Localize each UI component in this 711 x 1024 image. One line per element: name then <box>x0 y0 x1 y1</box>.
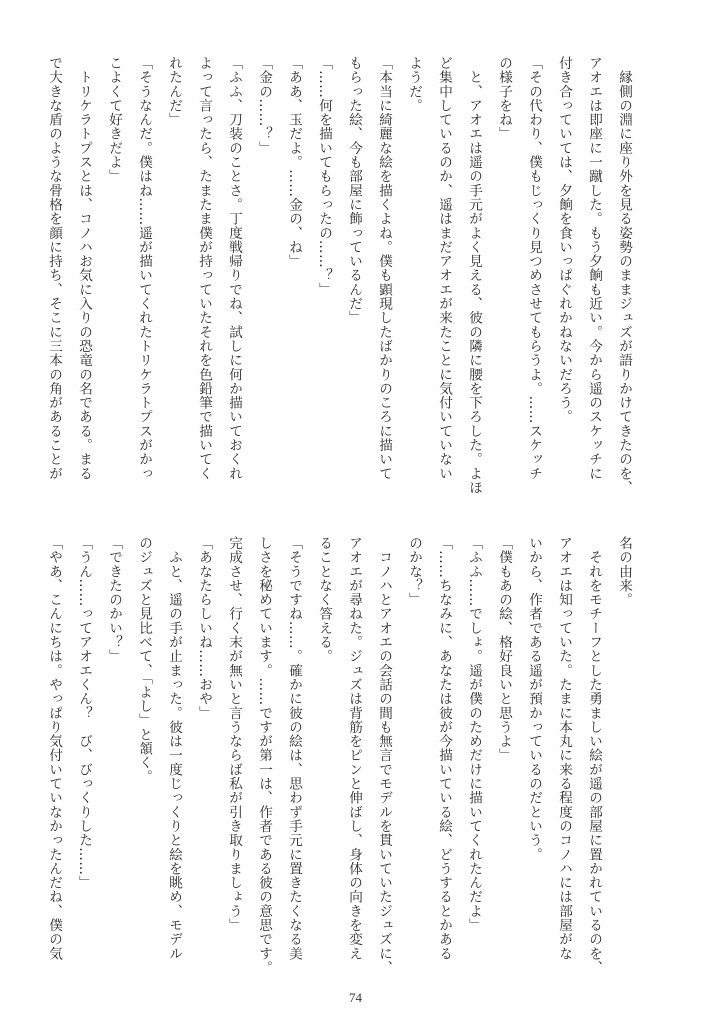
text-line: 「金の……？」 <box>256 56 272 156</box>
text-line: と、アオエは遥の手元がよく見える、彼の隣に腰を下ろした。よほ <box>466 56 482 495</box>
page-number: 74 <box>349 990 362 1005</box>
text-line: ることなく答える。 <box>316 536 332 664</box>
text-line: こよくて好きだよ」 <box>106 56 122 184</box>
text-line: 完成させ、行く末が無いと言うならば私が引き取りましょう」 <box>226 536 242 933</box>
text-line: もらった絵、今も部屋に飾っているんだ」 <box>346 56 362 325</box>
text-line: 「うん……ってアオエくん？ び、びっくりした……」 <box>76 536 92 890</box>
text-line: 「そうなんだ。僕はね……遥が描いてくれたトリケラトプスがかっ <box>136 56 152 481</box>
upper-text-block <box>46 56 639 495</box>
text-line: のジュズと見比べて、「よし」と頷く。 <box>136 536 152 784</box>
text-line: 付き合っていては、夕餉を食いっぱぐれかねないだろう。 <box>556 56 572 424</box>
text-line: しさを秘めています。……ですが第一は、作者である彼の意思です。 <box>256 536 272 975</box>
text-line: 「僕もあの絵、格好良いと思うよ」 <box>496 536 512 763</box>
text-line: ど集中しているのか、遥はまだアオエが来たことに気付いていない <box>436 56 452 481</box>
text-line: 名の由来。 <box>616 536 632 607</box>
text-line: 「……何を描いてもらったの……？」 <box>316 56 332 297</box>
text-line: 「できたのかい？」 <box>106 536 122 664</box>
lower-text-block <box>46 536 639 975</box>
text-line: 「あなたらしいね……おや」 <box>196 536 212 720</box>
text-line: ふと、遥の手が止まった。彼は一度じっくりと絵を眺め、モデル <box>166 536 182 961</box>
text-line: 「そうですね……。確かに彼の絵は、思わず手元に置きたくなる美 <box>286 536 302 961</box>
text-line: アオエは即座に一蹴した。もう夕餉も近い。今から遥のスケッチに <box>586 56 602 481</box>
text-line: よって言ったら、たまたま僕が持っていたそれを色鉛筆で描いてく <box>196 56 212 481</box>
text-line: コノハとアオエの会話の間も無言でモデルを貫いていたジュズに、 <box>376 536 392 975</box>
text-line: トリケラトプスとは、コノハお気に入りの恐竜の名である。まる <box>76 56 92 481</box>
text-line: のかな？」 <box>406 536 422 607</box>
text-line: 「ああ、玉だよ。……金の、ね」 <box>286 56 302 269</box>
text-line: 縁側の淵に座り外を見る姿勢のままジュズが語りかけてきたのを、 <box>616 56 632 495</box>
text-line: ようだ。 <box>406 56 422 113</box>
text-line: 「……ちなみに、あなたは彼が今描いている絵、どうするとかある <box>436 536 452 961</box>
text-line: いから、作者である遥が預かっているのだという。 <box>526 536 542 862</box>
text-line: 「ふふ……でしょ。遥が僕のためだけに描いてくれたんだよ」 <box>466 536 482 933</box>
text-line: 「ふふ、刀装のことさ。丁度戦帰りでね、試しに何か描いておくれ <box>226 56 242 481</box>
text-line: れたんだ」 <box>166 56 182 127</box>
text-line: で大きな盾のような骨格を顔に持ち、そこに三本の角があることが <box>46 56 62 481</box>
text-line: 「その代わり、僕もじっくり見つめさせてもらうよ。……スケッチ <box>526 56 542 481</box>
text-line: アオエが尋ねた。ジュズは背筋をピンと伸ばし、身体の向きを変え <box>346 536 362 961</box>
text-line: の様子をね」 <box>496 56 512 141</box>
text-line: それをモチーフとした勇ましい絵が遥の部屋に置かれているのを、 <box>586 536 602 975</box>
text-line: 「やあ、こんにちは。やっぱり気付いていなかったんだね、僕の気 <box>46 536 62 961</box>
text-line: アオエは知っていた。たまに本丸に来る程度のコノハには部屋がな <box>556 536 572 961</box>
text-line: 「本当に綺麗な絵を描くよね。僕も顕現したばかりのころに描いて <box>376 56 392 481</box>
